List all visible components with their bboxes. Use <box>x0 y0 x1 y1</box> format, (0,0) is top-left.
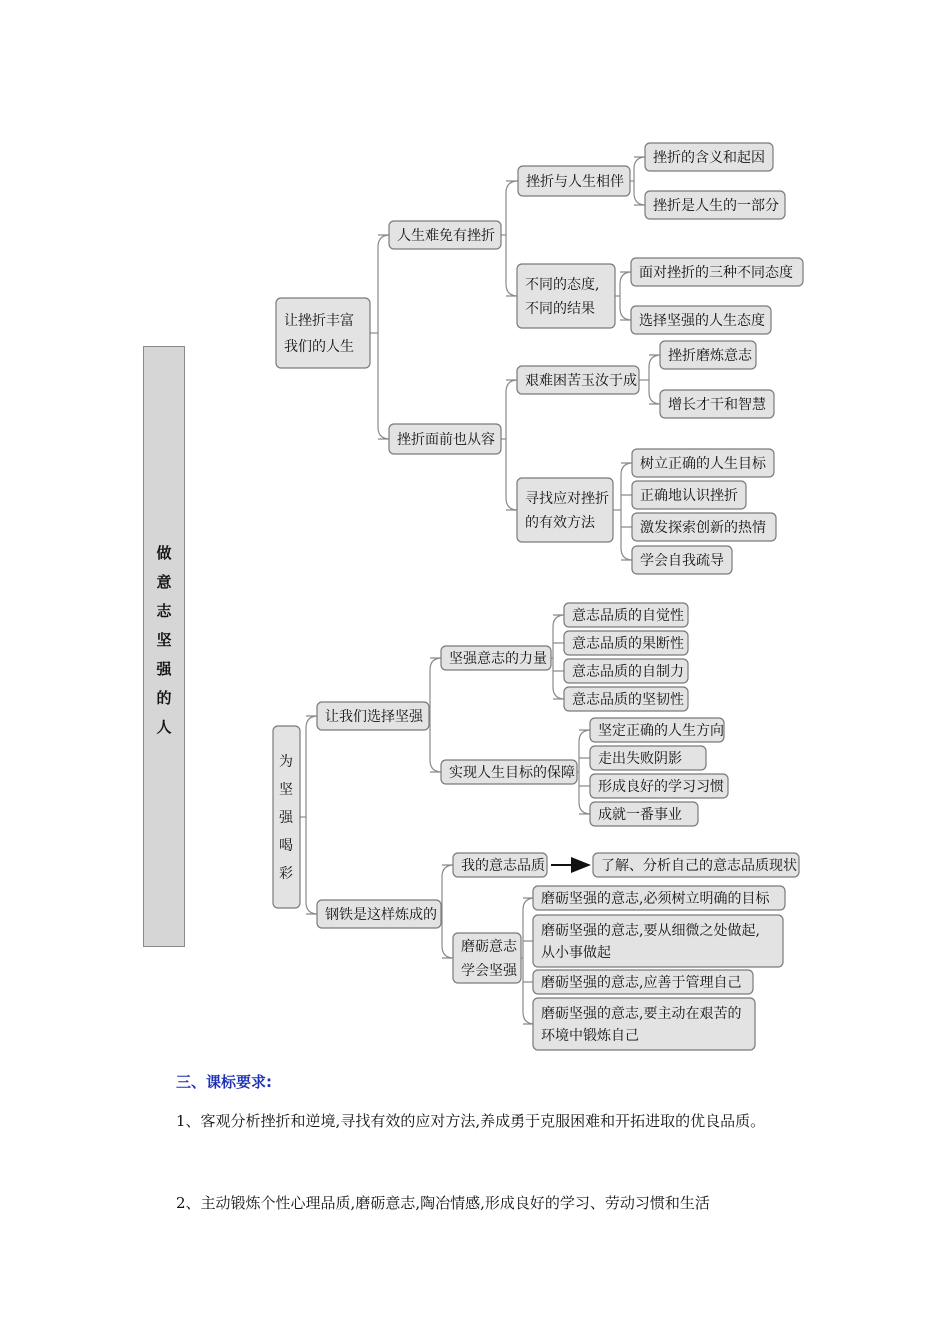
section-heading: 三、课标要求: <box>176 1073 272 1091</box>
sub-1-2-1 <box>517 366 639 394</box>
leaf-2-1-1-4 <box>564 687 688 711</box>
sub-2-2-2-text: 学会坚强 <box>461 963 517 979</box>
root-1-text: 让挫折丰富 <box>284 313 354 329</box>
leaf-2-1-1-2-text: 意志品质的果断性 <box>572 636 684 652</box>
root-2-text: 为 <box>279 754 293 770</box>
leaf-2-2-2-1-text: 磨砺坚强的意志,必须树立明确的目标 <box>541 891 770 907</box>
leaf-2-2-2-3-text: 磨砺坚强的意志,应善于管理自己 <box>541 975 742 991</box>
leaf-1-2-2-3 <box>632 513 776 541</box>
leaf-1-1-2-2 <box>631 306 771 334</box>
brace-1-2-2 <box>621 463 633 560</box>
sub-1-1-2-text: 不同的态度, <box>525 277 600 293</box>
leaf-2-2-2-3 <box>533 970 753 994</box>
leaf-2-1-2-4-text: 成就一番事业 <box>598 807 682 823</box>
sub-1-2-2-text: 寻找应对挫折 <box>525 491 609 507</box>
brace-1-1-1 <box>634 157 646 205</box>
sub-1-1-1 <box>518 166 630 196</box>
branch-2-2 <box>317 900 441 928</box>
branch-2-2-text: 钢铁是这样炼成的 <box>325 907 437 923</box>
leaf-2-1-1-4-text: 意志品质的坚韧性 <box>572 692 684 708</box>
branch-2-1-text: 让我们选择坚强 <box>325 709 423 725</box>
sub-2-2-1-text: 我的意志品质 <box>461 858 545 874</box>
brace-2 <box>306 716 318 914</box>
brace-1 <box>378 235 390 439</box>
root-2 <box>273 726 300 908</box>
leaf-1-2-1-2-text: 增长才干和智慧 <box>668 397 766 413</box>
leaf-1-1-2-1-text: 面对挫折的三种不同态度 <box>639 265 793 281</box>
leaf-2-1-1-1 <box>564 603 688 627</box>
sub-2-2-2 <box>453 933 521 983</box>
leaf-1-2-2-1-text: 树立正确的人生目标 <box>640 456 766 472</box>
leaf-2-1-2-4 <box>590 802 698 826</box>
sub-1-1-2 <box>517 264 615 328</box>
brace-2-1 <box>430 658 442 772</box>
root-1 <box>276 298 370 368</box>
leaf-1-1-1-2-text: 挫折是人生的一部分 <box>653 198 779 214</box>
sub-2-1-1 <box>441 646 551 670</box>
leaf-2-1-2-3-text: 形成良好的学习习惯 <box>598 779 724 795</box>
sub-2-2-1 <box>453 853 547 877</box>
leaf-2-2-2-1 <box>533 886 785 910</box>
leaf-2-2-2-2 <box>533 915 783 967</box>
leaf-1-1-1-1-text: 挫折的含义和起因 <box>653 150 765 166</box>
leaf-1-2-2-2-text: 正确地认识挫折 <box>640 488 738 504</box>
branch-1-2 <box>389 424 501 454</box>
leaf-1-2-2-4-text: 学会自我疏导 <box>640 553 724 569</box>
leaf-2-2-2-2-text: 从小事做起 <box>541 945 611 961</box>
branch-1-1-text: 人生难免有挫折 <box>397 228 495 244</box>
leaf-2-1-2-2-text: 走出失败阴影 <box>598 751 682 767</box>
leaf-1-2-2-2 <box>632 481 746 509</box>
root-2-text: 强 <box>279 810 293 826</box>
branch-2-1 <box>317 702 429 730</box>
leaf-1-2-1-1-text: 挫折磨炼意志 <box>668 348 752 364</box>
arrow-target <box>593 853 799 877</box>
brace-1-1 <box>506 181 518 296</box>
leaf-1-1-2-1 <box>631 258 803 286</box>
brace-1-1-2 <box>620 272 632 320</box>
branch-1-1 <box>389 221 501 249</box>
sub-1-2-2-text: 的有效方法 <box>525 515 595 531</box>
sub-2-1-2 <box>441 760 577 784</box>
leaf-1-1-1-2 <box>645 191 785 219</box>
root-2-text: 喝 <box>279 838 293 854</box>
leaf-1-1-1-1 <box>645 143 773 171</box>
sub-2-1-2-text: 实现人生目标的保障 <box>449 765 575 781</box>
requirement-item-2: 2、主动锻炼个性心理品质,磨砺意志,陶冶情感,形成良好的学习、劳动习惯和生活 <box>176 1194 710 1212</box>
root-2-text: 彩 <box>279 866 293 882</box>
brace-1-2 <box>506 380 518 510</box>
leaf-2-2-2-4-text: 环境中锻炼自己 <box>541 1028 639 1044</box>
leaf-1-2-1-2 <box>660 390 774 418</box>
requirement-item-1: 1、客观分析挫折和逆境,寻找有效的应对方法,养成勇于克服困难和开拓进取的优良品质。 <box>176 1112 766 1130</box>
brace-2-1-1 <box>553 615 565 699</box>
leaf-2-2-2-4-text: 磨砺坚强的意志,要主动在艰苦的 <box>541 1006 742 1022</box>
leaf-2-2-2-2-text: 磨砺坚强的意志,要从细微之处做起, <box>541 923 760 939</box>
leaf-1-1-2-2-text: 选择坚强的人生态度 <box>639 313 765 329</box>
arrow-target-text: 了解、分析自己的意志品质现状 <box>601 858 797 874</box>
leaf-2-1-1-2 <box>564 631 688 655</box>
sub-1-2-2 <box>517 478 613 542</box>
leaf-1-2-2-1 <box>632 449 774 477</box>
brace-2-2 <box>442 865 454 958</box>
branch-1-2-text: 挫折面前也从容 <box>397 432 495 448</box>
sub-1-2-1-text: 艰难困苦玉汝于成 <box>525 373 637 389</box>
leaf-2-1-1-1-text: 意志品质的自觉性 <box>572 608 684 624</box>
sub-2-1-1-text: 坚强意志的力量 <box>449 651 547 667</box>
brace-2-1-2 <box>579 730 591 814</box>
leaf-1-2-2-3-text: 激发探索创新的热情 <box>640 520 766 536</box>
leaf-1-2-2-4 <box>632 546 732 574</box>
leaf-2-1-2-1 <box>590 718 724 742</box>
leaf-2-1-2-3 <box>590 774 728 798</box>
sub-1-1-1-text: 挫折与人生相伴 <box>526 174 624 190</box>
brace-1-2-1 <box>649 355 661 404</box>
leaf-1-2-1-1 <box>660 341 756 369</box>
sub-2-2-2-text: 磨砺意志 <box>461 939 517 955</box>
leaf-2-1-1-3-text: 意志品质的自制力 <box>572 664 684 680</box>
leaf-2-2-2-4 <box>533 998 755 1050</box>
sub-1-1-2-text: 不同的结果 <box>525 301 595 317</box>
root-1-text: 我们的人生 <box>284 339 354 355</box>
leaf-2-1-1-3 <box>564 659 688 683</box>
leaf-2-1-2-1-text: 坚定正确的人生方向 <box>598 723 724 739</box>
root-2-text: 坚 <box>279 782 293 798</box>
leaf-2-1-2-2 <box>590 746 706 770</box>
main-title: 做意志坚强的人 <box>154 545 173 748</box>
